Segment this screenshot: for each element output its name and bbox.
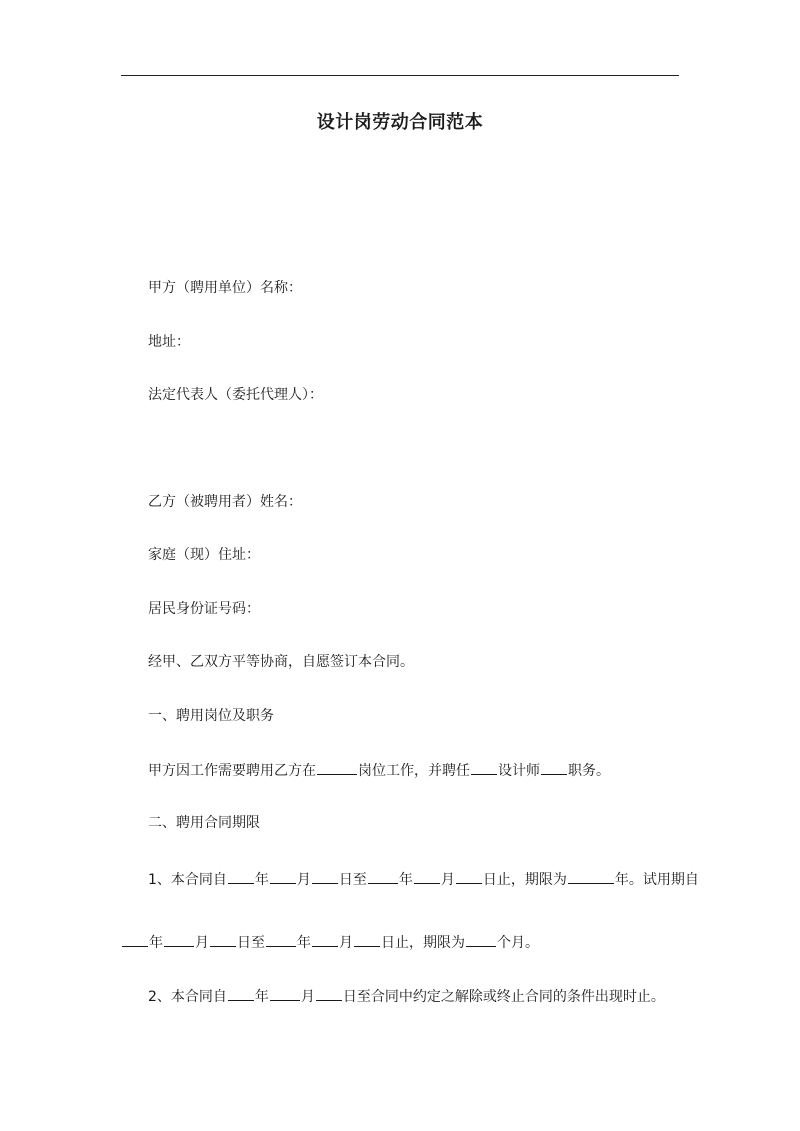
clause-text: 日至 [338, 872, 367, 888]
fill-blank [270, 986, 300, 1001]
section-2-item-1-line-1 [148, 869, 699, 890]
fill-blank [266, 932, 296, 947]
fill-blank [368, 869, 398, 884]
fill-blank [316, 986, 342, 1001]
fill-blank [354, 932, 380, 947]
clause-text: 年。试用期自 [614, 872, 699, 888]
clause-text: 甲方因工作需要聘用乙方在 [148, 763, 316, 779]
section-1-clause [148, 760, 610, 781]
party-a-representative-label: 法定代表人（委托代理人）： [148, 387, 323, 403]
fill-blank [568, 869, 614, 884]
party-b-name-label: 乙方（被聘用者）姓名： [148, 494, 302, 510]
fill-blank [228, 869, 254, 884]
clause-text: 2、本合同自 [148, 989, 227, 1005]
header-rule [121, 75, 679, 76]
clause-text: 日止，期限为 [381, 935, 465, 951]
clause-text: 年 [254, 872, 269, 888]
clause-text: 月 [296, 872, 311, 888]
clause-text: 职务。 [568, 763, 610, 779]
fill-blank [541, 760, 567, 775]
clause-text: 日至合同中约定之解除或终止合同的条件出现时止。 [342, 989, 665, 1005]
fill-blank [228, 986, 254, 1001]
clause-text: 月 [300, 989, 315, 1005]
fill-blank [312, 932, 338, 947]
clause-text: 年 [149, 935, 163, 951]
clause-text: 月 [339, 935, 353, 951]
clause-text: 年 [297, 935, 311, 951]
clause-text: 年 [398, 872, 413, 888]
clause-text: 日至 [237, 935, 265, 951]
party-b-id-number-label: 居民身份证号码： [148, 601, 260, 617]
fill-blank [471, 760, 497, 775]
party-a-name-label: 甲方（聘用单位）名称： [148, 280, 302, 296]
clause-text: 岗位工作，并聘任 [358, 763, 470, 779]
fill-blank [456, 869, 482, 884]
party-a-address-label: 地址： [148, 334, 190, 350]
clause-text: 个月。 [497, 935, 539, 951]
party-b-home-address-label: 家庭（现）住址： [148, 547, 260, 563]
fill-blank [210, 932, 236, 947]
fill-blank [466, 932, 496, 947]
document-title: 设计岗劳动合同范本 [316, 112, 484, 133]
section-2-item-2 [148, 986, 665, 1007]
fill-blank [164, 932, 194, 947]
clause-text: 月 [195, 935, 209, 951]
section-2-item-1-line-2 [121, 932, 539, 953]
section-1-heading: 一、聘用岗位及职务 [148, 708, 274, 724]
clause-text: 年 [254, 989, 269, 1005]
fill-blank [270, 869, 296, 884]
clause-text: 日止，期限为 [482, 872, 567, 888]
preamble: 经甲、乙双方平等协商，自愿签订本合同。 [148, 654, 414, 670]
fill-blank [414, 869, 440, 884]
fill-blank [312, 869, 338, 884]
fill-blank [122, 932, 148, 947]
clause-text: 1、本合同自 [148, 872, 227, 888]
clause-text: 月 [440, 872, 455, 888]
section-2-heading: 二、聘用合同期限 [148, 815, 260, 831]
clause-text: 设计师 [498, 763, 540, 779]
fill-blank [317, 760, 357, 775]
